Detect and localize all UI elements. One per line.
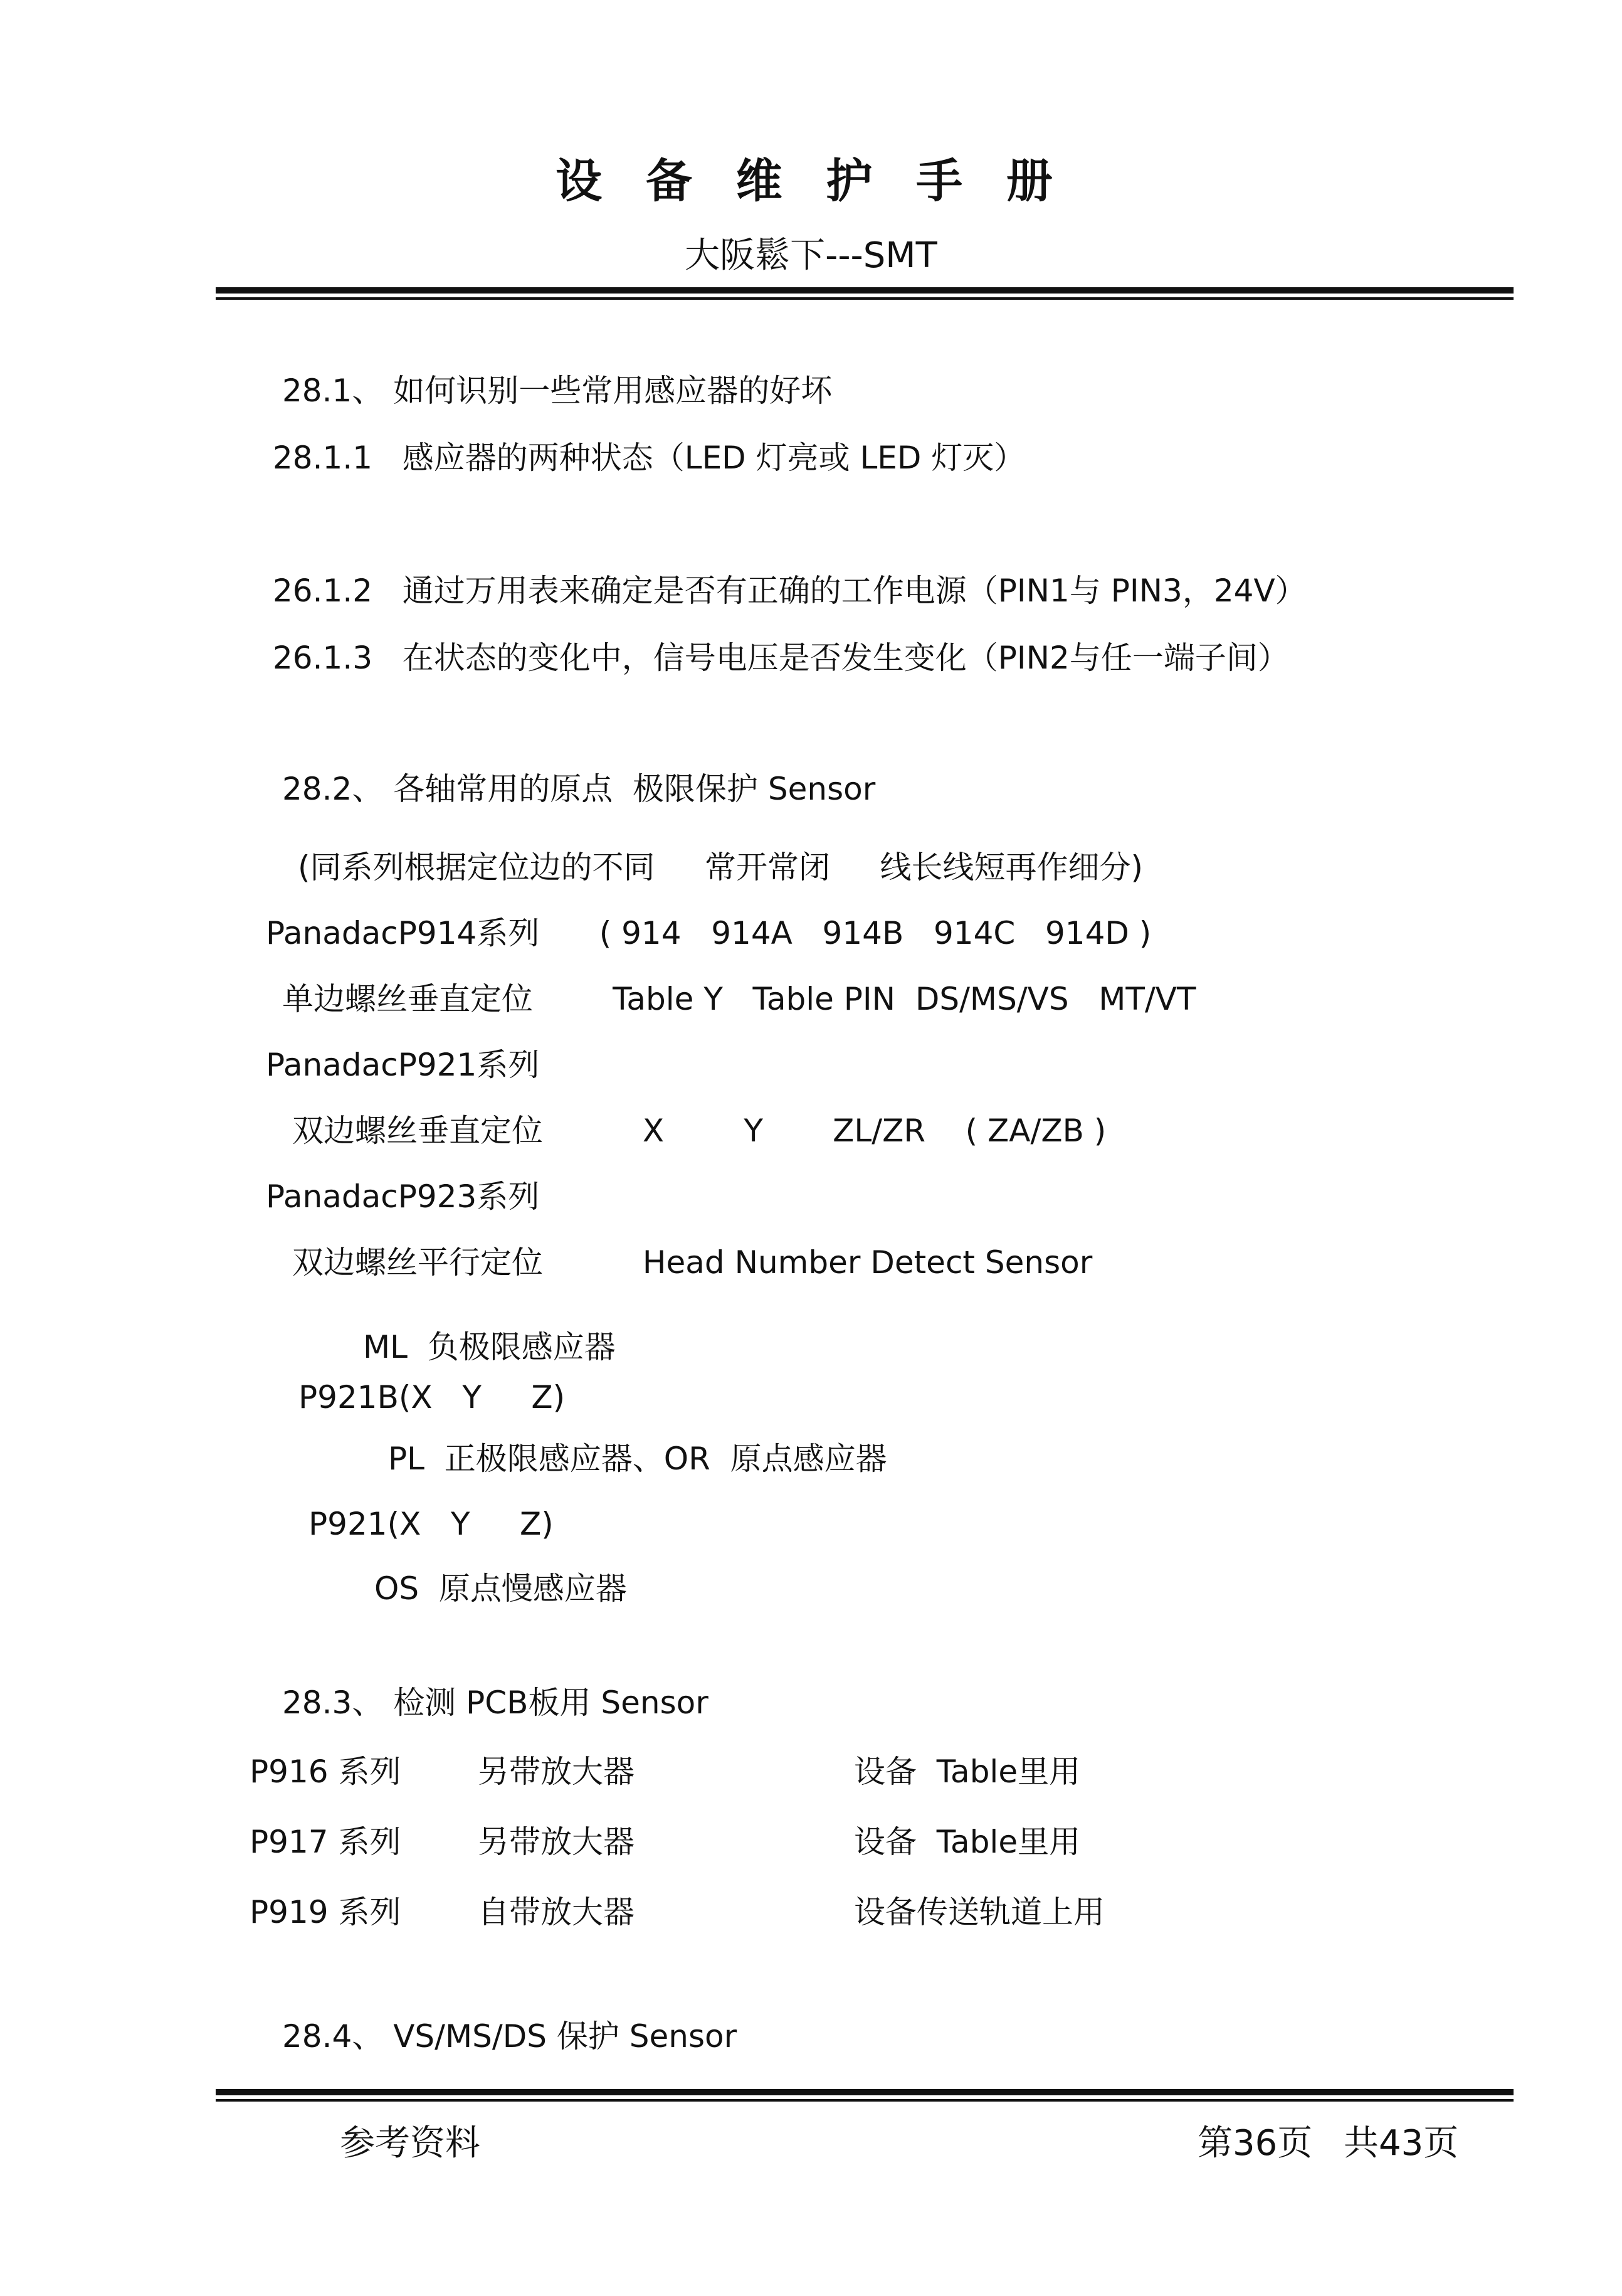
footer-rule-thin bbox=[216, 2099, 1514, 2102]
table-row-model: P917 系列 bbox=[250, 1824, 401, 1860]
footer-reference: 参考资料 bbox=[340, 2123, 480, 2164]
header-rule-thick bbox=[216, 287, 1514, 294]
section-heading: 28.2、 各轴常用的原点 极限保护 Sensor bbox=[282, 771, 876, 807]
page-subtitle: 大阪鬆下---SMT bbox=[685, 235, 937, 276]
header-rule-thin bbox=[216, 297, 1514, 300]
page-number: 第36页 bbox=[1198, 2123, 1313, 2164]
sensor-label: OS 原点慢感应器 bbox=[374, 1570, 627, 1607]
sensor-label: ML 负极限感应器 bbox=[363, 1329, 616, 1365]
sensor-model: P921B(X Y Z) bbox=[298, 1379, 566, 1415]
sensor-description: 双边螺丝平行定位 Head Number Detect Sensor bbox=[292, 1244, 1093, 1281]
page-title: 设 备 维 护 手 册 bbox=[556, 154, 1066, 208]
sensor-description: 双边螺丝垂直定位 X Y ZL/ZR ( ZA/ZB ) bbox=[292, 1113, 1107, 1149]
sensor-series: PanadacP923系列 bbox=[266, 1178, 540, 1215]
table-row-amplifier: 自带放大器 bbox=[478, 1894, 635, 1930]
table-row-amplifier: 另带放大器 bbox=[478, 1824, 635, 1860]
footer-rule-thick bbox=[216, 2089, 1514, 2095]
section-subheading: 26.1.3 在状态的变化中，信号电压是否发生变化（PIN2与任一端子间） bbox=[273, 640, 1289, 676]
note-text: (同系列根据定位边的不同 常开常闭 线长线短再作细分) bbox=[298, 849, 1143, 886]
section-heading: 28.3、 检测 PCB板用 Sensor bbox=[282, 1685, 708, 1721]
section-heading: 28.4、 VS/MS/DS 保护 Sensor bbox=[282, 2018, 737, 2055]
page-total: 共43页 bbox=[1344, 2123, 1459, 2164]
sensor-label: PL 正极限感应器、OR 原点感应器 bbox=[388, 1441, 887, 1477]
section-heading: 28.1、 如何识别一些常用感应器的好坏 bbox=[282, 373, 833, 409]
table-row-model: P919 系列 bbox=[250, 1894, 401, 1930]
table-row-amplifier: 另带放大器 bbox=[478, 1754, 635, 1790]
table-row-usage: 设备 Table里用 bbox=[854, 1824, 1081, 1860]
table-row-usage: 设备传送轨道上用 bbox=[854, 1894, 1105, 1930]
table-row-usage: 设备 Table里用 bbox=[854, 1754, 1081, 1790]
section-subheading: 26.1.2 通过万用表来确定是否有正确的工作电源（PIN1与 PIN3，24V） bbox=[273, 573, 1307, 609]
sensor-series: PanadacP914系列 ( 914 914A 914B 914C 914D ) bbox=[266, 915, 1152, 951]
sensor-description: 单边螺丝垂直定位 Table Y Table PIN DS/MS/VS MT/VT bbox=[282, 981, 1196, 1017]
table-row-model: P916 系列 bbox=[250, 1754, 401, 1790]
sensor-series: PanadacP921系列 bbox=[266, 1047, 540, 1083]
section-subheading: 28.1.1 感应器的两种状态（LED 灯亮或 LED 灯灭） bbox=[273, 440, 1026, 476]
sensor-model: P921(X Y Z) bbox=[308, 1506, 554, 1542]
